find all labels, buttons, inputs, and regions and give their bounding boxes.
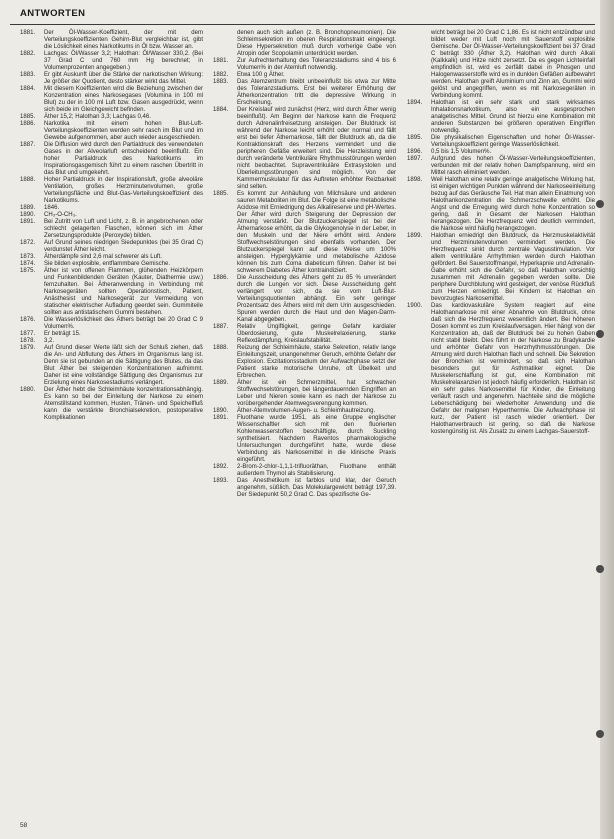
answer-text: Reizung der Schleimhäute, starke Sekretion, relativ lange Einleitungszeit, unangenehmer Geruch, erhöhte Gefahr der Explosion. Exzitationsstadium der Aufwachphase setzt der Patient starke motorische Unruhe, oft Übelkeit und Erbrechen.	[237, 345, 396, 379]
answer-number: 1882.	[213, 72, 229, 78]
answer-number: 1896.	[407, 149, 423, 155]
answer-text: Das Anesthetikum ist farblos und klar, der Geruch angenehm, süßlich. Das Molekulargewicht beträgt 197,39. Der Siedepunkt 50,2 Grad C. Das spezifische Ge-	[237, 478, 396, 498]
answer-text: Äther ist ein Schmerzmittel, hat schwachen Stoffwechselstörungen, bei längerdauernden Eingriffen an Leber und Nieren sowie kann es nach der Narkose zu vorübergehender Atemwegsverengung kommen.	[237, 380, 396, 407]
answer-entry	[213, 464, 396, 478]
answer-entry	[20, 345, 203, 387]
answer-text: 2-Brom-2-chlor-1,1,1-trifluoräthan, Fluothane enthält außerdem Thymol als Stabilisierung.	[237, 464, 396, 477]
answer-entry	[213, 275, 396, 324]
answer-entry	[20, 317, 203, 331]
answer-number: 1881.	[20, 30, 36, 36]
answer-text: Die Diffusion wird durch den Partialdruck des verwendeten Gases in der Alveolarluft entscheidend beeinflußt. Ein hoher Partialdruck des Narkotikums im Inspirationsgasgemisch führt zu einem raschen Übertritt in das Blut und umgekehrt.	[44, 142, 203, 176]
answer-text: Ätherdämpfe sind 2,6 mal schwerer als Luft.	[44, 254, 162, 260]
answer-entry	[213, 408, 396, 415]
answer-entry	[20, 331, 203, 338]
answer-entry	[213, 72, 396, 79]
answer-entry	[20, 142, 203, 177]
answer-number: 1888.	[213, 345, 229, 351]
answer-entry	[20, 51, 203, 72]
answer-entry	[407, 156, 595, 177]
answer-number: 1889.	[20, 205, 36, 211]
answer-entry	[20, 240, 203, 254]
answer-text: Das Atemzentrum bleibt unbeeinflußt bis etwa zur Mitte des Toleranzstadiums. Erst bei weiterer Erhöhung der Ätherkonzentration tritt die depressive Wirkung in Erscheinung.	[237, 79, 396, 106]
answer-text: Er beträgt 15.	[44, 331, 81, 337]
answer-number: 1881.	[213, 58, 229, 64]
answer-text: Bei Zutritt von Luft und Licht, z. B. in angebrochenen oder schlecht gelagerten Flaschen, können sich im Äther Zersetzungsprodukte (Peroxyde) bilden.	[44, 219, 203, 239]
answer-number: 1900.	[407, 303, 423, 309]
answer-text: Fluothane wurde 1951, als eine Gruppe englischer Wissenschaftler sich mit den fluorierten Kohlenwasserstoffen beschäftigte, durch Suckling synthetisiert. Nachdem Raventos pharmakologische Untersuchungen durchgeführt hatte, wurde diese Verbindung als Narkosemittel in die klinische Praxis eingeführt.	[237, 415, 396, 463]
answer-text: Das kardiovaskuläre System reagiert auf eine Halothannarkose mit einer Abnahme von Blutdruck, ohne daß sich die Herzfrequenz wesentlich ändert. Bei höheren Dosen kommt es zum Kreislaufversagen. Hier hängt von der Konzentration ab, daß der Blutdruck bei zu hohen Gaben nicht stabil bleibt. Dies führt in der Narkose zu Bradykardie und erhöhter Gefahr von Herzrhythmusstörungen. Die Atmung wird durch Halothan flach und schnell. Die Sekretion der Bronchien ist vermindert, so daß sich Halothan besonders gut für Asthmatiker eignet. Die Muskelerschlaffung ist gut, eine Kombination mit Muskelrelaxanzien ist jedoch häufig erforderlich. Halothan ist ein sehr gutes Narkosemittel für Kinder, die Einleitung verläuft rasch und angenehm. Nachteile sind die mögliche Leberschädigung bei wiederholter Anwendung und die Gefahr der malignen Hyperthermie. Die Aufwachphase ist kurz, der Patient ist rasch wieder orientiert. Der Halothanverbrauch ist gering, so daß die Narkose kostengünstig ist. Als Zusatz zu einem Lachgas-Sauerstoff-	[431, 303, 595, 435]
answer-number: 1878.	[20, 338, 36, 344]
answer-entry	[213, 107, 396, 191]
answer-entry	[213, 58, 396, 72]
answer-number: 1875.	[20, 268, 36, 274]
heading-rule	[10, 24, 595, 25]
answer-text: denen auch sich außen (z. B. Bronchopneumonien). Die Schleimsekretion im oberen Respirationstrakt eingeengt. Diese Hypersekretion muß durch vorherige Gabe von Atropin oder Scopolamin unterdrückt werden.	[237, 30, 396, 57]
answer-text: Äther 15,2; Halothan 3,3; Lachgas 0,46.	[44, 114, 151, 120]
answer-entry	[20, 177, 203, 205]
answer-text: Der Öl-Wasser-Koeffizient, der mit dem Verteilungskoeffizienten Gehirn-Blut vergleichbar ist, gibt die Löslichkeit eines Narkotikums in Öl bzw. Wasser an.	[44, 30, 203, 50]
answer-entry	[213, 191, 396, 275]
answer-entry	[213, 345, 396, 380]
answer-number: 1889.	[213, 380, 229, 386]
punch-hole	[596, 200, 604, 208]
answer-number: 1873.	[20, 254, 36, 260]
answer-entry	[20, 72, 203, 86]
answer-number: 1872.	[20, 240, 36, 246]
answer-number: 1885.	[213, 191, 229, 197]
answer-entry	[20, 219, 203, 240]
answer-number: 1899.	[407, 233, 423, 239]
answer-entry	[407, 303, 595, 436]
page-number: 58	[20, 822, 28, 829]
answer-entry	[407, 233, 595, 303]
answer-entry	[20, 261, 203, 268]
answer-number: 1898.	[407, 177, 423, 183]
answer-text: Etwa 100 g Äther.	[237, 72, 285, 78]
answer-number: 1883.	[213, 79, 229, 85]
answer-number: 1890.	[213, 408, 229, 414]
answer-entry	[407, 135, 595, 149]
answer-number: 1895.	[407, 135, 423, 141]
answer-entry	[213, 478, 396, 499]
answer-entry	[20, 121, 203, 142]
answer-text: Äther ist von offenen Flammen, glühenden Heizkörpern und Funkenbildenden Geräten (Kauter, Diathermie usw.) fernzuhalten. Bei Ätheranwendung in Verbindung mit Narkosegeräten sollten Operationstisch, Patient, Anästhesist und Narkosegerät zur Vermeidung von statischer elektrischer Aufladung geerdet sein. Gummiteile sollten aus antistatischem Gummi bestehen.	[44, 268, 203, 316]
answer-number: 1886.	[20, 121, 36, 127]
answer-text: Halothan erniedrigt den Blutdruck, da Herzmuskelaktivität und Herzminutenvolumen vermindert werden. Die Herzfrequenz sinkt durch zentrale Vagusstimulation. Vor allem ventrikuläre Arrhythmien werden durch Halothan gefördert. Bei Sauerstoffmangel, Hyperkapnie und Adrenalin-Gabe erhöht sich die Gefahr, so daß Halothan vorsichtig zusammen mit Adrenalin gegeben werden sollte. Die periphere Durchblutung wird gesteigert, der venöse Rückfluß zum Herzen erniedrigt. Bei Kindern ist Halothan ein bevorzugtes Narkosemittel.	[431, 233, 595, 302]
answer-number: 1888.	[20, 177, 36, 183]
answer-text: Mit diesem Koeffizienten wird die Beziehung zwischen der Konzentration eines Narkosegases (Volumina in 100 ml Blut) zu der in 100 ml Luft bzw. Gasen ausgedrückt, wenn sich beide im Gleichgewicht befinden.	[44, 86, 203, 113]
answer-number: 1894.	[407, 100, 423, 106]
answer-number: 1880.	[20, 387, 36, 393]
text-column-3	[407, 30, 595, 436]
answer-entry	[407, 30, 595, 100]
answer-entry	[20, 338, 203, 345]
answer-number: 1886.	[213, 275, 229, 281]
text-column-1	[20, 30, 203, 422]
answer-number: 1891.	[213, 415, 229, 421]
answer-entry	[20, 86, 203, 114]
answer-text: Die Ausscheidung des Äthers geht zu 85 % unverändert durch die Lungen vor sich. Diese Ausscheidung geht verlängert vor sich, da sie vom Luft-Blut-Verteilungsquotienten abhängt. Ein sehr geringer Prozentsatz des Äthers wird mit dem Urin ausgeschieden. Spuren werden durch die Haut und den Magen-Darm-Kanal abgegeben.	[237, 275, 396, 323]
answer-text: Die physikalischen Eigenschaften und hoher Öl-Wasser-Verteilungskoeffizient geringe Wasserlöslichkeit.	[431, 135, 595, 148]
answer-entry	[20, 268, 203, 317]
answer-text: Sie bilden explosible, entflammbare Gemische.	[44, 261, 171, 267]
answer-text: Der Kreislauf wird zunächst (Herz, wird durch Äther wenig beeinflußt). Am Beginn der Narkose kann die Frequenz durch Adrenalinfreisetzung ansteigen. Der Blutdruck ist während der Narkose leicht erhöht oder normal und fällt erst bei tiefer Äthernarkose, fällt der Blutdruck ab, da die Kontraktionskraft des Herzens vermindert und die peripheren Gefäße erweitert sind. Die Herzleistung wird durch veränderte Ventrikuläre Rhythmusstörungen werden nicht beobachtet. Supraventrikuläre Extrasystolen und Überleitungsstörungen sind möglich. Von der Kammermuskulatur für das Auftreten erhöhter Reizbarkeit sind selten.	[237, 107, 396, 190]
answer-number: 1887.	[213, 324, 229, 330]
answer-text: Weil Halothan eine relativ geringe analgetische Wirkung hat, ist einigen wichtigen Punkten während der Narkoseeinleitung bezug auf das Geräusche Teil. Hat man allein Einatmung von Halothankonzentration die Schmerzschwelle erhöht. Die Angst und die Erregung wird durch hohe Konzentration so gering, daß in Gesamt der Narkosen Halothan herangezogen. Die Herzfrequenz wird deutlich vermindert, die Narkose wird häufig herangezogen.	[431, 177, 595, 232]
answer-text: Er gibt Auskunft über die Stärke der narkotischen Wirkung: Je größer der Quotient, desto stärker wirkt das Mittel.	[44, 72, 203, 85]
answer-text: Zur Aufrechterhaltung des Toleranzstadiums sind 4 bis 6 Volumen% in der Atemluft notwendig.	[237, 58, 396, 71]
answer-text: Es kommt zur Anhäufung von Milchsäure und anderen sauren Metaboliten im Blut. Die Folge ist eine metabolische Acidose mit Erniedrigung des Alkalireserve und pH-Wertes. Der Äther wird durch Steigerung der Depression der Atmung verstärkt. Der Blutzuckerspiegel ist bei der Äthernarkose erhöht, da die Glykogenolyse in der Leber, in den Muskeln und der Niere erhöht wird. Andere Stoffwechselstörungen sind ebenfalls vorhanden. Der Blutzuckerspiegel kann auf diese Weise um 100% ansteigen. Hyperglykämie und metabolische Azidose können bis zum Coma diabeticum führen. Daher ist bei schwerem Diabetes Äther kontraindiziert.	[237, 191, 396, 274]
answer-number: 1874.	[20, 261, 36, 267]
answer-entry	[407, 177, 595, 233]
answer-number: 1879.	[20, 345, 36, 351]
answer-number: 1877.	[20, 331, 36, 337]
answer-entry	[213, 30, 396, 58]
punch-hole	[596, 730, 604, 738]
answer-number: 1885.	[20, 114, 36, 120]
answer-text: Lachgas: Öl/Wasser 3,2; Halothan: Öl/Wasser 330,2. (Bei 37 Grad C und 760 mm Hg berechnet; in Volumenprozenten angegeben.)	[44, 51, 203, 71]
answer-text: 0,5 bis 1,5 Volumen%.	[431, 149, 492, 155]
section-heading: ANTWORTEN	[20, 8, 86, 19]
answer-number: 1897.	[407, 156, 423, 162]
answer-number: 1884.	[20, 86, 36, 92]
answer-entry	[213, 380, 396, 408]
answer-number: 1891.	[20, 219, 36, 225]
answer-text: CH₃-O-CH₃.	[44, 212, 77, 218]
answer-number: 1890.	[20, 212, 36, 218]
answer-number: 1887.	[20, 142, 36, 148]
answer-text: 3,2.	[44, 338, 55, 344]
punch-hole	[596, 565, 604, 573]
punch-hole	[596, 330, 604, 338]
answer-text: 1846.	[44, 205, 60, 211]
answer-text: Auf Grund dieser Werte läßt sich der Schluß ziehen, daß die An- und Abflutung des Äthers im Organismus lang ist. Denn sie ist gebunden an die Sättigung des Blutes, da das Blut Äther bei steigenden Konzentrationen aufnimmt. Daher ist eine vollständige Sättigung des Organismus zur Erzielung eines Narkosestadiums verlängert.	[44, 345, 203, 386]
answer-entry	[213, 415, 396, 464]
answer-entry	[20, 30, 203, 51]
answer-entry	[20, 205, 203, 212]
text-column-2	[213, 30, 396, 499]
answer-text: Der Äther hebt die Schleimhäute konzentrationsabhängig. Es kann so bei der Einleitung der Narkose zu einem Atemstillstand kommen, Husten, Tränen- und Speichelfluß kann die verstärkte Bronchialsekretion, postoperative Komplikationen	[44, 387, 203, 421]
answer-number	[407, 30, 431, 100]
answer-entry	[20, 387, 203, 422]
answer-text: Halothan ist ein sehr stark und stark wirksames Inhalationsnarkotikum, also ein ausgesprochen analgetisches Mittel. Grund ist hierzu eine Kombination mit anderen Substanzen bei größeren operativen Eingriffen notwendig.	[431, 100, 595, 134]
answer-entry	[407, 149, 595, 156]
answer-text: Die Wasserlöslichkeit des Äthers beträgt bei 20 Grad C 9 Volumen%.	[44, 317, 203, 330]
answer-text: Relativ Ungiftigkeit, geringe Gefahr kardialer Überdosierung, gute Muskelrelaxierung, starke Reflexdämpfung, Kreislaufstabilität.	[237, 324, 396, 344]
answer-number: 1882.	[20, 51, 36, 57]
answer-entry	[213, 324, 396, 345]
binding-edge	[600, 0, 614, 839]
answer-entry	[213, 79, 396, 107]
answer-entry	[20, 212, 203, 219]
answer-entry	[407, 100, 595, 135]
answer-text: Auf Grund seines niedrigen Siedepunktes (bei 35 Grad C) verdunstet Äther leicht.	[44, 240, 203, 253]
answer-text: Aufgrund des hohen Öl-Wasser-Verteilungskoeffizienten, verbunden mit der relativ hohen Dampfspannung, wird ein Mittel rasch eliminiert werden.	[431, 156, 595, 176]
answer-number: 1893.	[213, 478, 229, 484]
answer-text: Äther-Atemvolumen-Augen- u. Schleimhautreizung.	[237, 408, 376, 414]
answer-text: wicht beträgt bei 20 Grad C 1,86. Es ist nicht entzündbar und bildet weder mit Luft noch mit Sauerstoff explosible Gemische. Der Öl-Wasser-Verteilungskoeffizient bei 37 Grad C beträgt 330 (Äther 3,2). Halothan wird durch Alkali (Kalkkalk) und Hitze nicht zersetzt. Da es gegen Lichteinfall empfindlich ist, wird es zerfällt dabei in Phosgen und Halogenwasserstoffe wird es in dunklen Gefäßen aufbewahrt werden. Halothan greift Aluminium und Zinn an, Gummi wird gelöst und angegriffen, wenn es mit Narkosegeräten in Verbindung kommt.	[431, 30, 595, 99]
answer-number: 1884.	[213, 107, 229, 113]
answer-number: 1876.	[20, 317, 36, 323]
answer-number	[213, 30, 237, 58]
answer-entry	[20, 254, 203, 261]
answer-text: Hoher Partialdruck in der Inspirationsluft, große alveoläre Ventilation, großes Herzminutenvolumen, große Verteilungsfläche und Blut-Gas-Verteilungskoeffizient des Narkotikums.	[44, 177, 203, 204]
answer-entry	[20, 114, 203, 121]
answer-number: 1892.	[213, 464, 229, 470]
answer-number: 1883.	[20, 72, 36, 78]
answer-text: Narkotika mit einem hohen Blut-Luft-Verteilungskoeffizienten werden sehr rasch im Blut und im Gewebe aufgenommen, aber auch wieder ausgeschieden.	[44, 121, 203, 141]
